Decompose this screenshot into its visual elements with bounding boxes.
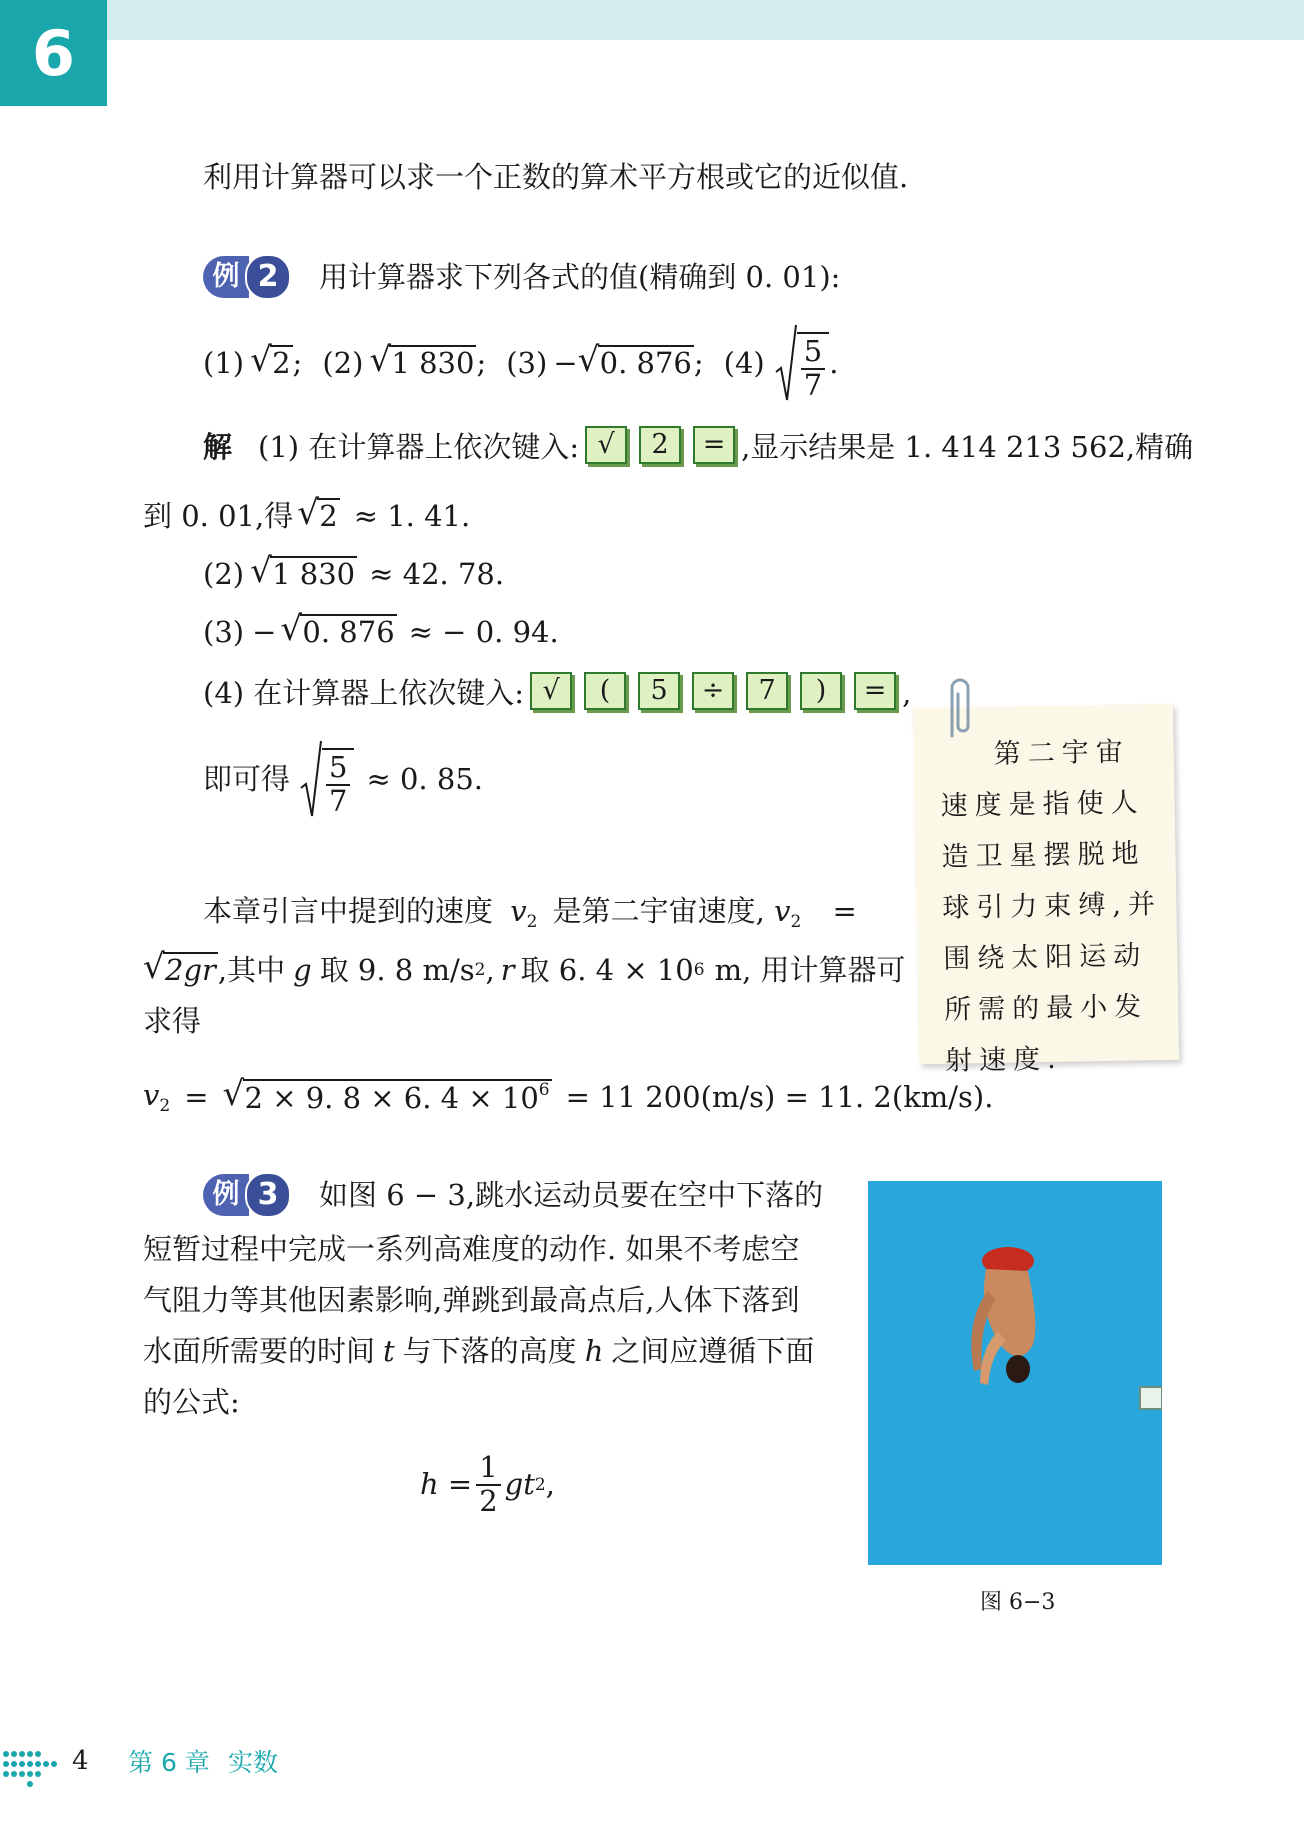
side-note-text: 第二宇宙速度是指使人造卫星摆脱地球引力束缚,并围绕太阳运动所需的最小发射速度. (940, 736, 1163, 1077)
example-3-line-5: 的公式: (143, 1385, 240, 1419)
solution-step-2: (2) √ 1 830 ≈ 42. 78. (203, 551, 505, 591)
solution-label: 解 (203, 429, 233, 464)
top-banner (0, 0, 1304, 40)
sqrt-fraction: $\frac{5}{7}$ (300, 740, 354, 818)
example-2-items: (1) √ 2 ; (2) √ 1 830 ; (3) − √ 0. 876 ; (4) $\frac{5}{7}$ . (203, 324, 838, 402)
example-2-heading (203, 254, 840, 300)
example-3-badge: 例 3 (203, 1172, 291, 1218)
solution-step-3: (3) − √ 0. 876 ≈ − 0. 94. (203, 609, 559, 649)
example-3-line-4: 水面所需要的时间 t 与下落的高度 h 之间应遵循下面 (143, 1334, 815, 1368)
velocity-line-3: 求得 (143, 1004, 202, 1038)
footer-chapter-title: 实数 (228, 1748, 279, 1777)
example-3-heading: 例 3 如图 6 − 3,跳水运动员要在空中下落的 (203, 1172, 823, 1218)
key-7: 7 (746, 672, 788, 710)
velocity-equation: $v_2$ = √ 2 × 9. 8 × 6. $4 \times 10^6$ = 11 200(m/s) = 11. 2(km/s). (143, 1073, 994, 1116)
chapter-number-tab: 6 (0, 0, 107, 106)
velocity-line-2: √ 2gr ,其中 g 取 9. 8 m/s 2 , r 取 6. 4 × 10 6 m, 用计算器可 (143, 947, 906, 987)
solution-step-1: 解 (1) 在计算器上依次键入: √ 2 = ,显示结果是 1. 414 213 562,精确 (203, 428, 1193, 466)
key-equals: = (854, 672, 896, 710)
figure-caption: 图 6−3 (980, 1590, 1056, 1615)
key-sqrt: √ (530, 672, 572, 710)
diver-photo (868, 1181, 1162, 1565)
example-2-prompt: 用计算器求下列各式的值(精确到 0. 01): (319, 259, 841, 294)
example-2-badge: 例 2 (203, 254, 291, 300)
example-3-line-3: 气阻力等其他因素影响,弹跳到最高点后,人体下落到 (143, 1283, 800, 1317)
velocity-line-1: 本章引言中提到的速度 $v_2$ 是第二宇宙速度, $v_2$ = (203, 894, 857, 932)
fall-formula: h = $\frac{1}{2}$ gt 2 , (420, 1450, 555, 1518)
example-3-line-2: 短暂过程中完成一系列高难度的动作. 如果不考虑空 (143, 1232, 800, 1266)
footer-chapter-label: 第 6 章 (128, 1748, 210, 1777)
intro-text: 利用计算器可以求一个正数的算术平方根或它的近似值. (203, 160, 909, 194)
key-sqrt: √ (585, 426, 627, 464)
page-number: 4 (72, 1746, 89, 1776)
key-divide: ÷ (692, 672, 734, 710)
key-close-paren: ) (800, 672, 842, 710)
side-note-card (913, 704, 1179, 1077)
key-5: 5 (638, 672, 680, 710)
key-equals: = (693, 426, 735, 464)
solution-step-4: (4) 在计算器上依次键入: √ ( 5 ÷ 7 ) = , (203, 674, 911, 712)
solution-step-1-cont: 到 0. 01,得 √ 2 ≈ 1. 41. (143, 493, 471, 533)
key-open-paren: ( (584, 672, 626, 710)
diver-illustration (868, 1181, 1162, 1565)
dots-decoration-icon (0, 1742, 64, 1790)
paperclip-icon (944, 676, 972, 742)
sqrt-fraction: $\frac{5}{7}$ (775, 324, 829, 402)
key-2: 2 (639, 426, 681, 464)
solution-step-4-cont: 即可得 $\frac{5}{7}$ ≈ 0. 85. (203, 740, 483, 818)
